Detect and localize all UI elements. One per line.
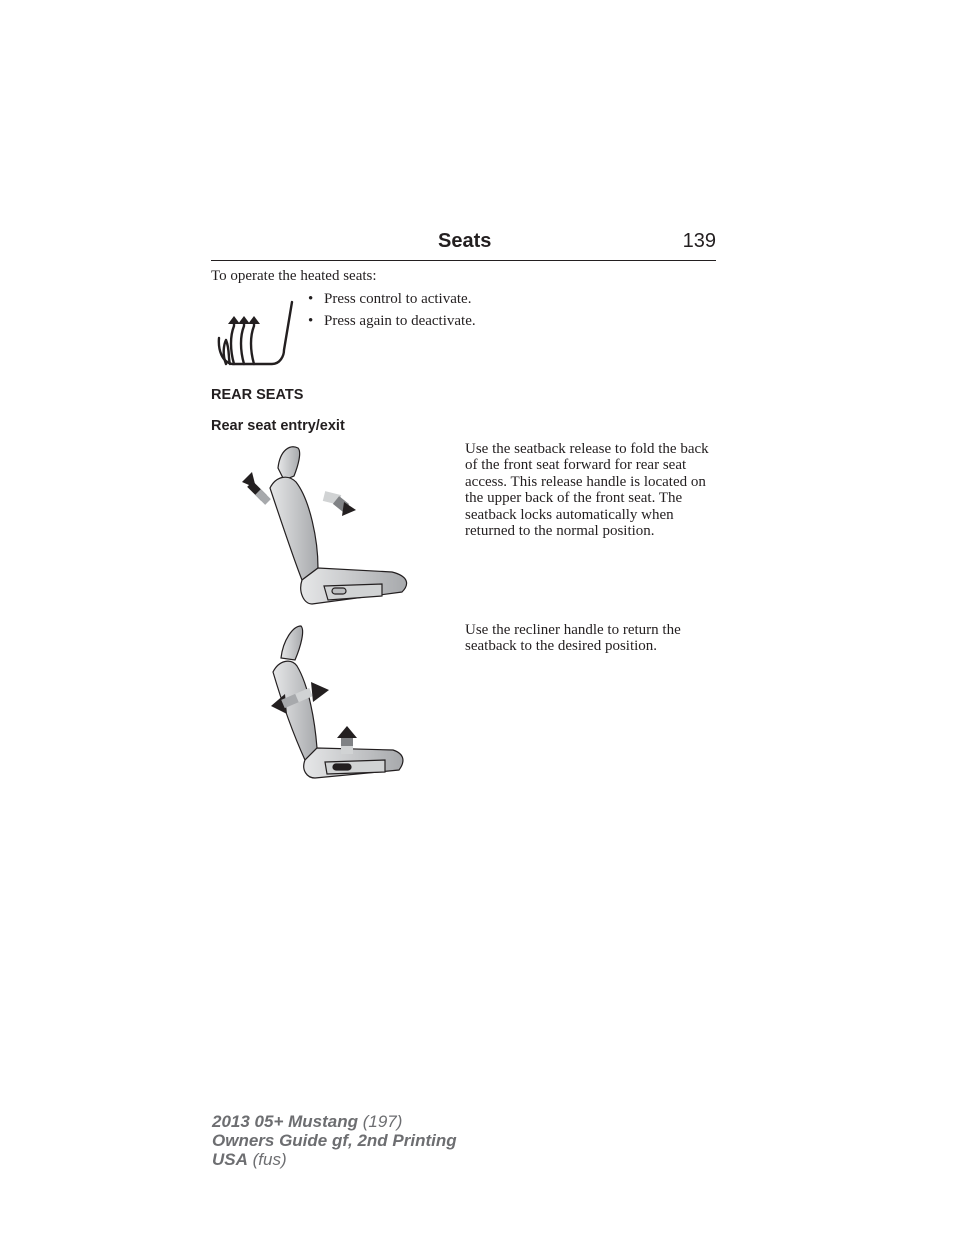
footer-line-model: 2013 05+ Mustang (197) [212, 1112, 403, 1131]
heated-seats-intro: To operate the heated seats: [211, 268, 377, 284]
rear-seats-heading: REAR SEATS [211, 387, 304, 403]
rear-seat-entry-subheading: Rear seat entry/exit [211, 418, 345, 434]
page-header [211, 228, 716, 261]
heated-seat-icon [214, 298, 294, 370]
recliner-handle-paragraph: Use the recliner handle to return the seatback to the desired position. [465, 622, 681, 655]
fold-forward-arrow [242, 472, 268, 502]
list-item: • Press again to deactivate. [308, 313, 476, 329]
seatback-release-paragraph: Use the seatback release to fold the back of the front seat forward for rear seat access. This release handle is located on the upper back of the front seat. The seatback locks automatically when returned to the normal position. [465, 441, 709, 540]
heated-seats-bullets [308, 291, 476, 335]
seatback-release-illustration [232, 440, 414, 610]
footer-line-guide: Owners Guide gf, 2nd Printing [212, 1131, 457, 1150]
page-number: 139 [682, 230, 716, 252]
seatback-rotate-arrow [324, 496, 356, 516]
document-footer [212, 1112, 457, 1169]
recliner-handle-illustration [265, 622, 410, 782]
section-title: Seats [438, 230, 492, 252]
list-item: • Press control to activate. [308, 291, 472, 307]
footer-line-region: USA (fus) [212, 1150, 287, 1169]
